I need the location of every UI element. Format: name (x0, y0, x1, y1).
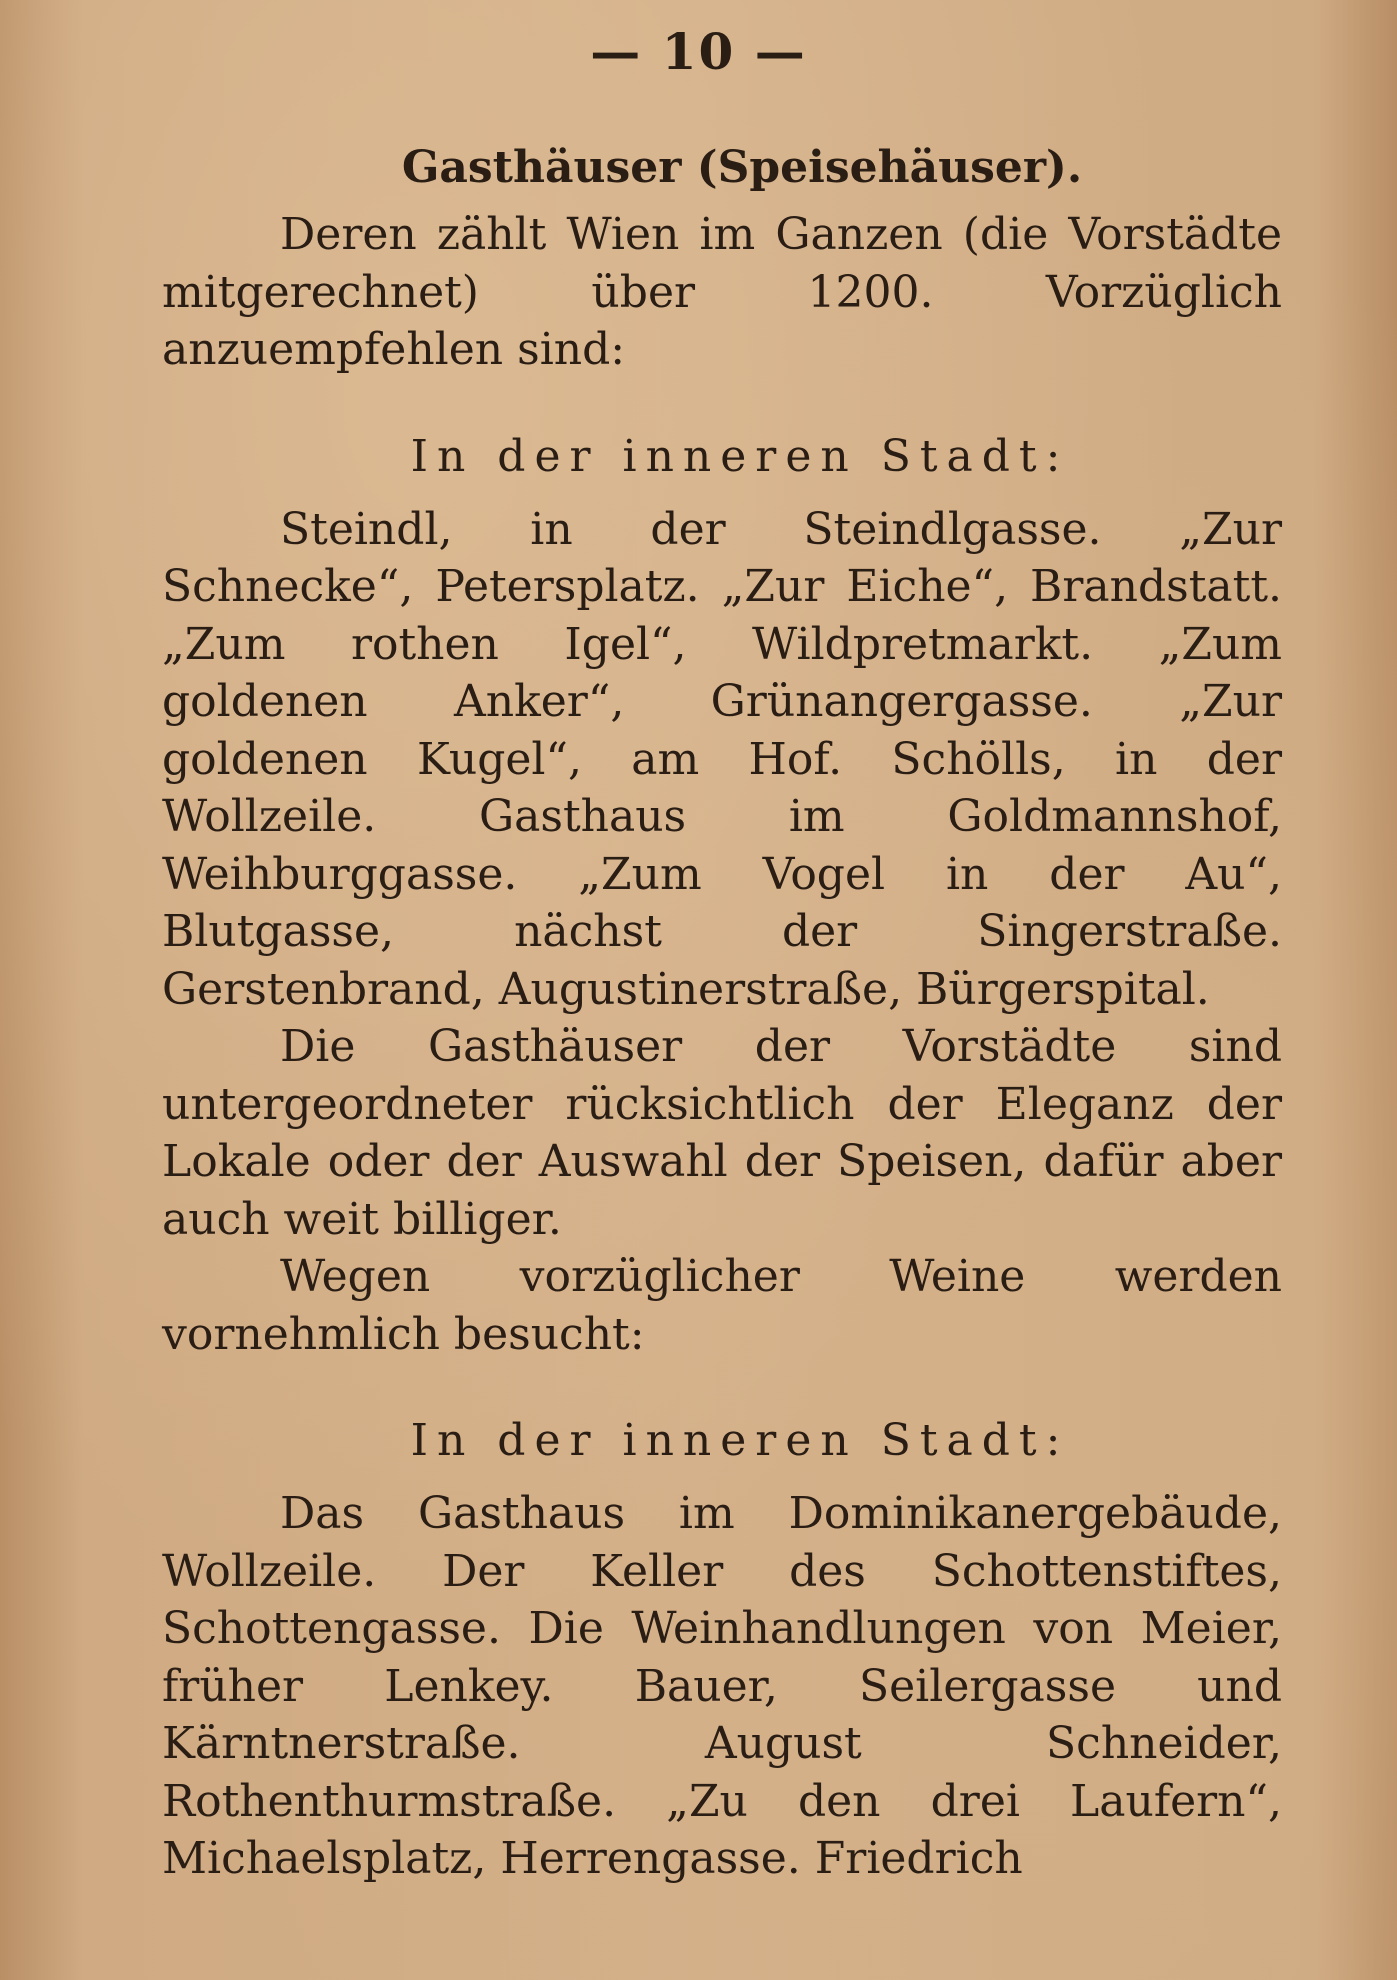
page-content (162, 138, 1282, 1888)
suburbs-paragraph: Die Gasthäuser der Vorstädte sind untergeordneter rücksichtlich der Eleganz der Lokale oder der Auswahl der Speisen, dafür aber auch weit billiger. (162, 1021, 1282, 1245)
wine-houses-paragraph: Das Gasthaus im Dominikanergebäude, Wollzeile. Der Keller des Schottenstiftes, Schottengasse. Die Weinhandlungen von Meier, früher Lenkey. Bauer, Seilergasse und Kärntnerstraße. August Schneider, Rothenthurmstraße. „Zu den drei Laufern“, Michaelsplatz, Herrengasse. Friedrich (162, 1488, 1282, 1884)
intro-paragraph: Deren zählt Wien im Ganzen (die Vorstädte mitgerechnet) über 1200. Vorzüglich anzuempfehlen sind: (162, 209, 1282, 375)
section-title: Gasthäuser (Speisehäuser). (401, 142, 1083, 193)
page-number: — 10 — (590, 22, 807, 81)
wines-paragraph: Wegen vorzüglicher Weine werden vornehmlich besucht: (162, 1251, 1282, 1360)
subheading-inner-city-1: In der inneren Stadt: (410, 430, 1070, 482)
subheading-inner-city-2: In der inneren Stadt: (410, 1415, 1070, 1466)
restaurants-paragraph: Steindl, in der Steindlgasse. „Zur Schnecke“, Petersplatz. „Zur Eiche“, Brandstatt. „Zum rothen Igel“, Wildpretmarkt. „Zum goldenen Anker“, Grünangergasse. „Zur goldenen Kugel“, am Hof. Schölls, in der Wollzeile. Gasthaus im Goldmannshof, Weihburggasse. „Zum Vogel in der Au“, Blutgasse, nächst der Singerstraße. Gerstenbrand, Augustinerstraße, Bürgerspital. (162, 503, 1282, 1015)
